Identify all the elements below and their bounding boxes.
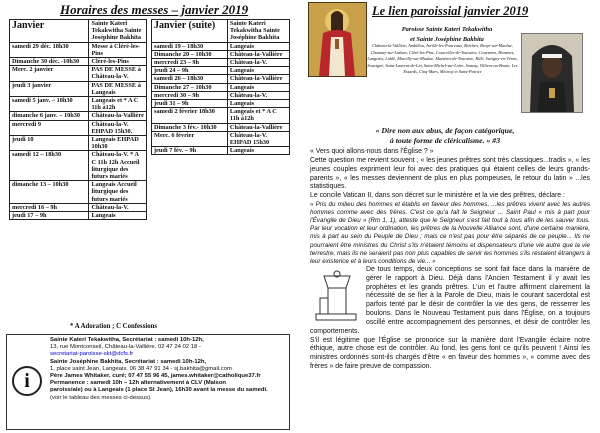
table-row — [10, 58, 147, 66]
table-row — [152, 131, 290, 146]
mass-schedule-table-left — [9, 19, 147, 220]
editorial-body — [310, 148, 590, 372]
table-row — [152, 67, 290, 75]
mass-location: Château-la-Vallière — [227, 50, 289, 58]
quote-line: « Dire non aux abus, de façon catégorique, — [375, 126, 515, 135]
table-row — [10, 181, 147, 204]
mass-date: mercredi 9 — [10, 120, 89, 135]
contact-line: (voir le tableau des messes ci-dessus). — [50, 394, 152, 401]
mass-location: Langeais EHPAD 10h30 — [89, 136, 147, 151]
contact-line: Permanence : samedi 10h – 12h alternativement à CLV (Maison — [50, 380, 227, 387]
info-icon: i — [12, 366, 42, 396]
table-row — [152, 147, 290, 155]
quote — [300, 126, 590, 146]
mass-date: samedi 2 février 18h30 — [152, 108, 228, 123]
table-row — [10, 151, 147, 181]
pulpit-illustration — [310, 268, 362, 322]
mass-location: Langeais — [227, 67, 289, 75]
mass-date: Merc. 2 janvier — [10, 66, 89, 81]
mass-location: Cléré-les-Pins — [89, 58, 147, 66]
month-header: Janvier (suite) — [152, 20, 228, 43]
mass-date: jeudi 24 – 9h — [152, 67, 228, 75]
mass-date: jeudi 17 – 9h — [10, 212, 89, 220]
contact-line[interactable]: secretariat-paroisse-skt@dcfs.fr — [50, 351, 134, 358]
mass-location: Château-la-V. — [89, 203, 147, 211]
contact-info — [50, 337, 286, 402]
mass-date: samedi 19 – 18h30 — [152, 42, 228, 50]
quote-line: à toute forme de cléricalisme. » #3 — [389, 136, 501, 145]
mass-location: Château-la-V. * A C 11h 12h Accueil liturgique des futurs mariés — [89, 151, 147, 181]
contact-line: Sainte Joséphine Bakhita, Secrétariat : samedi 10h-12h, — [50, 358, 207, 365]
parish-line: et Sainte Joséphine Bakhita — [410, 35, 484, 43]
paragraph: « Vers quoi allons-nous dans l'Église ? » — [310, 148, 434, 155]
council-quote: « Pris du milieu des hommes et établis en faveur des hommes, ...les prêtres vivent avec les autres hommes comme avec des frères. C'est ce qu'a fait le Seigneur ... Saint Paul « mis à part pour l'Évangile de Dieu » (Rm 1, 1), atteste que le Seigneur s'est fait tout à tous afin de les sauver tous. Par leur vocation et leur ordination, les prêtres de la Nouvelle Alliance sont, d'une certaine manière, mis à part au sein du Peuple de Dieu ; mais ce n'est pas pour être séparés de ce peuple... Ils ne pourraient être ministres du Christ s'ils n'étaient témoins et dispensateurs d'une vie autre que la vie terrestre, mais ils ne seraient pas non plus capables de servir les hommes s'ils restaient étrangers à leur existence et à leurs conditions de vie... » — [310, 201, 590, 265]
table-row — [10, 120, 147, 135]
mass-date: dimanche 6 janv. – 10h30 — [10, 112, 89, 120]
mass-date: jeudi 7 fév. – 9h — [152, 147, 228, 155]
mass-schedule-table-right — [151, 19, 290, 155]
village-list: Château-la-Vallière, Ambillou, Avrillé-les-Ponceaux, Brèches, Braye-sur-Maulne, Channay-sur-Lathan, Cléré-les-Pins, Courcelles-de-Touraine, Couesmes, Hommes, Langeais, Lublé, Marcilly-sur-Maulne, Mazières-de-Touraine, Rillé, Savigny-en-Véron, Souvigné, Saint-Laurent-de-Lin, Saint-Michel-sur-Loire, Sonzay, Villiers-au-Bouin, Les Essards, Cinq-Mars, Mettray et Saint-Patrice — [367, 43, 518, 75]
mass-date: jeudi 10 — [10, 136, 89, 151]
table-row — [10, 112, 147, 120]
mass-date: Dimanche 20 – 10h30 — [152, 50, 228, 58]
parish-header: Sainte Kateri Tekakwitha Sainte Joséphine Bakhita — [227, 20, 289, 43]
parish-names — [372, 25, 522, 44]
mass-location: Langeais — [227, 100, 289, 108]
table-row — [10, 212, 147, 220]
mass-location: Château-la-V. EHPAD 15h30 — [227, 131, 289, 146]
table-row — [152, 50, 290, 58]
mass-date: Dimanche 27 – 10h30 — [152, 83, 228, 91]
table-row — [10, 203, 147, 211]
mass-location: Château-la-V. — [227, 59, 289, 67]
newsletter-title: Le lien paroissial janvier 2019 — [372, 4, 529, 18]
mass-date: mercredi 30 – 9h — [152, 91, 228, 99]
table-row — [152, 83, 290, 91]
mass-location: Château-la-V. EHPAD 15h30. — [89, 120, 147, 135]
table-row — [152, 75, 290, 83]
contact-line: Père James Whitaker, curé; 07 47 55 96 45, james.whitaker@catholique37.fr — [50, 373, 261, 380]
mass-location: Château-la-V. — [227, 91, 289, 99]
mass-location: Langeais — [89, 212, 147, 220]
table-row — [10, 81, 147, 96]
mass-date: Merc. 6 février — [152, 131, 228, 146]
paragraph: Cette question me revient souvent ; « les jeunes prêtres sont très classiques...tradis », « les jeunes couples expriment leur foi avec des pratiques qui étaient celles de leurs grands-parents », « les messes deviennent de plus en plus pompeuses, le retour du latin » ...les statistiques. — [310, 156, 590, 191]
schedule-title: Horaires des messes – janvier 2019 — [60, 2, 249, 17]
mass-location: PAS DE MESSE à Château-la-V. — [89, 66, 147, 81]
table-row — [10, 97, 147, 112]
mass-location: Langeais — [227, 42, 289, 50]
contact-line: Sainte Kateri Tekakwitha, Secrétariat : samedi 10h-12h, — [50, 337, 204, 343]
table-row — [152, 42, 290, 50]
mass-date: samedi 12 – 18h30 — [10, 151, 89, 181]
mass-date: mercredi 16 – 9h — [10, 203, 89, 211]
mass-date: samedi 29 déc. 18h30 — [10, 42, 89, 57]
mass-location: Château-la-Vallière — [227, 75, 289, 83]
mass-date: dimanche 13 – 10h30 — [10, 181, 89, 204]
paragraph: Le concile Vatican II, dans son décret sur le ministère et la vie des prêtres, déclare : — [310, 192, 565, 200]
legend: * A Adoration ; C Confessions — [70, 323, 158, 330]
mass-location: Langeais — [227, 83, 289, 91]
mass-location: Langeais — [227, 147, 289, 155]
mass-location: Château-la-Vallière — [227, 123, 289, 131]
contact-line: 13, rue Montconseil, Château-la-Vallière. 02 47 24 02 18 - — [50, 344, 201, 351]
month-header: Janvier — [10, 20, 89, 43]
mass-date: jeudi 31 – 9h — [152, 100, 228, 108]
mass-location: PAS DE MESSE à Langeais — [89, 81, 147, 96]
mass-date: jeudi 3 janvier — [10, 81, 89, 96]
paragraph: De tous temps, deux conceptions se sont fait face dans la manière de gérer le rapport à Dieu. Déjà dans l'Ancien Testament il y avait les prophètes et les grands prêtres. L'un et l'autre affirment clairement la nécessité de se fier à la Parole de Dieu, mais le courant sacerdotal est parfois tenté par le désir de contrôler la vie des gens, de resserrer les boulons. Dans le Nouveau Testament puis dans l'Église, on a toujours oscillé entre accompagnement des personnes, et désir de contrôler les comportements. — [310, 265, 590, 335]
table-row — [152, 91, 290, 99]
paragraph: S'il est légitime que l'Église se prononce sur la manière dont l'Evangile éclaire notre éthique, autre chose est de contrôler. Au fond, les gens font ce qu'ils peuvent ! Ainsi les ministres ordonnés sont-ils chargés d'être « en faveur des hommes », « comme avec des frères » de faire preuve de compassion. — [310, 336, 590, 371]
mass-date: samedi 26 – 18h30 — [152, 75, 228, 83]
table-row — [152, 108, 290, 123]
saint-josephine-photo — [521, 33, 583, 113]
table-row — [10, 66, 147, 81]
mass-date: mercredi 23 – 9h — [152, 59, 228, 67]
parish-header: Sainte Kateri Tekakwitha Sainte Joséphine Bakhita — [89, 20, 147, 43]
contact-line: paroissiale) ou à Langeais (1 place St Jean), 16h30 avant la messe du samedi. — [50, 387, 268, 394]
mass-location: Château-la-Vallière — [89, 112, 147, 120]
mass-location: Langeais et * A C 11h à12h — [227, 108, 289, 123]
table-row — [152, 59, 290, 67]
table-header — [10, 20, 147, 43]
saint-kateri-icon-image — [308, 2, 367, 77]
parish-line: Paroisse Sainte Kateri Tekakwitha — [401, 26, 493, 33]
mass-location: Langeais Accueil liturgique des futurs mariés — [89, 181, 147, 204]
table-row — [152, 100, 290, 108]
mass-date: Dimanche 30 déc. -10h30 — [10, 58, 89, 66]
table-header — [152, 20, 290, 43]
mass-location: Messe à Cléré-les-Pins — [89, 42, 147, 57]
mass-date: samedi 5 janv. – 18h30 — [10, 97, 89, 112]
mass-location: Langeais et * A C 11h à12h — [89, 97, 147, 112]
contact-line: 1, place saint Jean, Langeais. 06 38 47 91 34 - sj.bakhita@gmail.com — [50, 365, 232, 372]
table-row — [10, 136, 147, 151]
table-row — [152, 123, 290, 131]
mass-date: Dimanche 3 fév.- 10h30 — [152, 123, 228, 131]
table-row — [10, 42, 147, 57]
